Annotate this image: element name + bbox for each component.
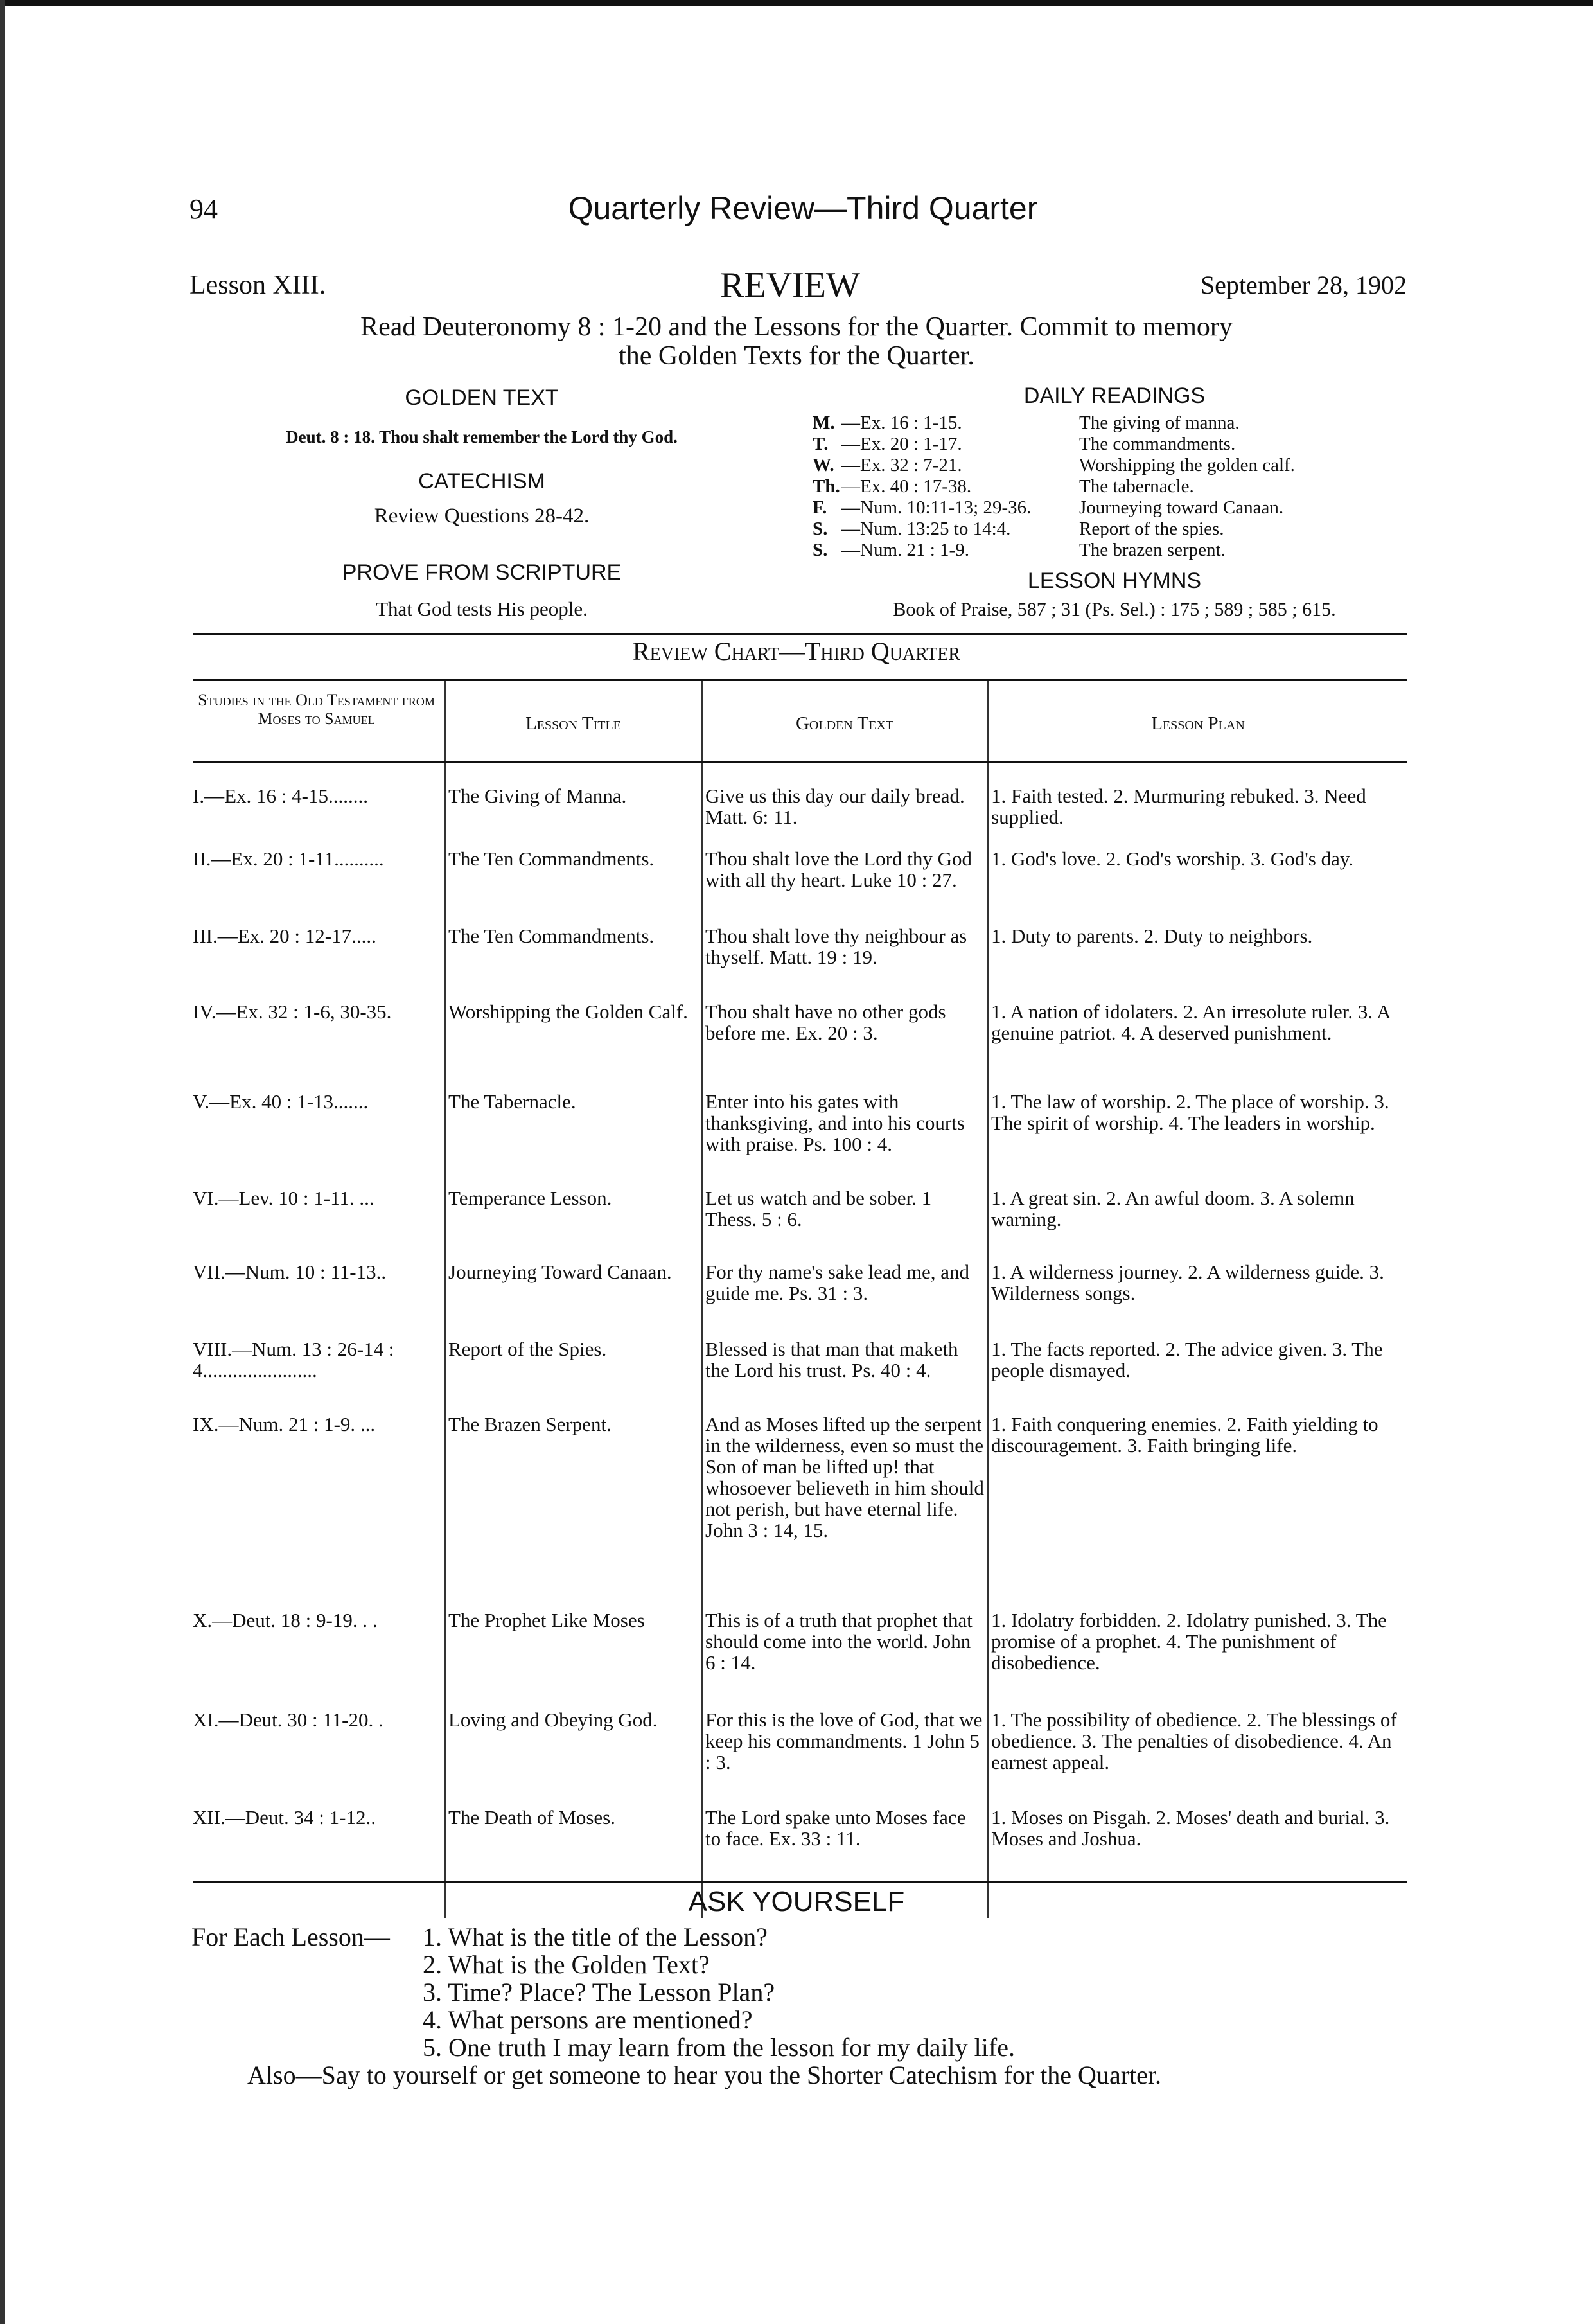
chart-title: Review Chart—Third Quarter (632, 637, 961, 666)
lesson-title-cell: The Ten Commandments. (448, 847, 655, 870)
reading-day: M. (813, 412, 835, 433)
reading-topic: The brazen serpent. (1079, 540, 1226, 560)
golden-text-cell: Give us this day our daily bread. Matt. 6: 11. (705, 785, 965, 828)
lesson-title-cell: Loving and Obeying God. (448, 1708, 658, 1731)
lesson-plan-cell: 1. A great sin. 2. An awful doom. 3. A solemn warning. (991, 1187, 1355, 1230)
reading-ref: —Ex. 40 : 17-38. (841, 476, 972, 497)
lesson-ref: XI.—Deut. 30 : 11-20. . (193, 1708, 383, 1731)
reading-row (813, 476, 1295, 497)
ask-question: 3. Time? Place? The Lesson Plan? (423, 1978, 775, 2007)
golden-text: Deut. 8 : 18. Thou shalt remember the Lord thy God. (286, 427, 678, 447)
golden-text-cell: Enter into his gates with thanksgiving, and into his courts with praise. Ps. 100 : 4. (705, 1090, 965, 1155)
reading-row (813, 540, 1295, 561)
lesson-plan-cell: 1. Faith conquering enemies. 2. Faith yielding to discouragement. 3. Faith bringing life. (991, 1413, 1378, 1457)
prove-heading: PROVE FROM SCRIPTURE (342, 560, 622, 585)
page-number: 94 (189, 193, 218, 225)
golden-text-heading: GOLDEN TEXT (405, 386, 559, 410)
golden-text-cell: Thou shalt love thy neighbour as thyself. Matt. 19 : 19. (705, 925, 967, 968)
golden-text-cell: Let us watch and be sober. 1 Thess. 5 : 6. (705, 1187, 932, 1230)
lesson-ref: I.—Ex. 16 : 4-15........ (193, 785, 368, 807)
lesson-ref: V.—Ex. 40 : 1-13....... (193, 1090, 369, 1113)
lesson-ref: VIII.—Num. 13 : 26-14 : 4....................... (193, 1338, 394, 1381)
ask-also-lead: Also— (247, 2061, 322, 2089)
lesson-ref: VI.—Lev. 10 : 1-11. ... (193, 1187, 374, 1209)
reading-ref: —Num. 13:25 to 14:4. (841, 519, 1011, 539)
daily-readings-heading: DAILY READINGS (1023, 384, 1206, 408)
lesson-ref: IX.—Num. 21 : 1-9. ... (193, 1413, 376, 1435)
hymns-heading: LESSON HYMNS (1027, 569, 1202, 593)
lesson-title-cell: Report of the Spies. (448, 1338, 607, 1360)
reading-ref: —Num. 10:11-13; 29-36. (841, 497, 1032, 518)
ask-question: 1. What is the title of the Lesson? (423, 1922, 768, 1951)
ask-heading: ASK YOURSELF (688, 1886, 905, 1917)
lesson-plan-cell: 1. The law of worship. 2. The place of worship. 3. The spirit of worship. 4. The leaders in worship. (991, 1090, 1389, 1134)
reading-topic: Worshipping the golden calf. (1079, 455, 1295, 475)
column-separator (444, 681, 446, 1918)
lesson-number: Lesson XIII. (189, 271, 326, 300)
reading-row (813, 497, 1295, 519)
column-separator (987, 681, 989, 1918)
golden-text-cell: For this is the love of God, that we keep his commandments. 1 John 5 : 3. (705, 1708, 983, 1773)
golden-text-cell: Blessed is that man that maketh the Lord his trust. Ps. 40 : 4. (705, 1338, 958, 1381)
running-title: Quarterly Review—Third Quarter (568, 190, 1038, 226)
lesson-title-cell: The Ten Commandments. (448, 925, 655, 947)
reading-row (813, 412, 1295, 434)
lesson-ref: IV.—Ex. 32 : 1-6, 30-35. (193, 1000, 392, 1023)
lesson-plan-cell: 1. Faith tested. 2. Murmuring rebuked. 3. Need supplied. (991, 785, 1366, 828)
prove-text: That God tests His people. (376, 598, 588, 620)
lesson-title-cell: Worshipping the Golden Calf. (448, 1000, 688, 1023)
lesson-plan-cell: 1. A wilderness journey. 2. A wilderness guide. 3. Wilderness songs. (991, 1261, 1384, 1304)
reading-day: S. (813, 540, 828, 560)
reading-day: W. (813, 455, 834, 475)
left-border (0, 0, 5, 2324)
golden-text-cell: Thou shalt love the Lord thy God with all thy heart. Luke 10 : 27. (705, 847, 972, 891)
lesson-title-cell: The Brazen Serpent. (448, 1413, 612, 1435)
lesson-title-cell: The Giving of Manna. (448, 785, 627, 807)
chart-header-bottom-rule (193, 761, 1407, 763)
ask-question: 4. What persons are mentioned? (423, 2005, 753, 2034)
catechism-text: Review Questions 28-42. (374, 504, 590, 528)
golden-text-cell: For thy name's sake lead me, and guide me. Ps. 31 : 3. (705, 1261, 970, 1304)
reading-day: Th. (813, 476, 840, 497)
lesson-title-cell: Journeying Toward Canaan. (448, 1261, 672, 1283)
lesson-title: REVIEW (720, 265, 860, 305)
catechism-heading: CATECHISM (418, 469, 545, 493)
lesson-ref: XII.—Deut. 34 : 1-12.. (193, 1806, 376, 1829)
hymns-text: Book of Praise, 587 ; 31 (Ps. Sel.) : 175 ; 589 ; 585 ; 615. (893, 599, 1336, 620)
lesson-plan-cell: 1. A nation of idolaters. 2. An irresolute ruler. 3. A genuine patriot. 4. A deserved punishment. (991, 1000, 1390, 1044)
golden-text-cell: And as Moses lifted up the serpent in the wilderness, even so must the Son of man be lifted up! that whosoever believeth in him should not perish, but have eternal life. John 3 : 14, 15. (705, 1413, 984, 1541)
reading-day: S. (813, 519, 828, 539)
reading-day: F. (813, 497, 827, 518)
lesson-ref: VII.—Num. 10 : 11-13.. (193, 1261, 387, 1283)
ask-question: 2. What is the Golden Text? (423, 1950, 710, 1979)
ask-question: 5. One truth I may learn from the lesson for my daily life. (423, 2033, 1015, 2062)
lesson-title-cell: The Prophet Like Moses (448, 1609, 645, 1631)
lesson-instruction-1: Read Deuteronomy 8 : 1-20 and the Lessons for the Quarter. Commit to memory (360, 312, 1233, 342)
lesson-title-cell: The Tabernacle. (448, 1090, 576, 1113)
ask-lead: For Each Lesson— (191, 1922, 390, 1951)
reading-ref: —Ex. 32 : 7-21. (841, 455, 962, 475)
chart-header-top-rule (193, 679, 1407, 681)
lesson-title-cell: The Death of Moses. (448, 1806, 615, 1829)
reading-topic: Journeying toward Canaan. (1079, 497, 1284, 518)
reading-ref: —Num. 21 : 1-9. (841, 540, 969, 560)
reading-row (813, 455, 1295, 476)
golden-text-cell: This is of a truth that prophet that should come into the world. John 6 : 14. (705, 1609, 973, 1674)
daily-readings-table (813, 412, 1295, 561)
top-border (0, 0, 1593, 6)
reading-ref: —Ex. 20 : 1-17. (841, 434, 962, 454)
reading-topic: The giving of manna. (1079, 412, 1240, 433)
ask-also-text: Say to yourself or get someone to hear you the Shorter Catechism for the Quarter. (321, 2061, 1161, 2089)
golden-text-cell: Thou shalt have no other gods before me. Ex. 20 : 3. (705, 1000, 946, 1044)
reading-row (813, 434, 1295, 455)
lesson-title-cell: Temperance Lesson. (448, 1187, 612, 1209)
chart-header-studies: Studies in the Old Testament from Moses to Samuel (198, 691, 435, 728)
lesson-date: September 28, 1902 (1200, 271, 1407, 299)
lesson-plan-cell: 1. God's love. 2. God's worship. 3. God's day. (991, 847, 1354, 870)
chart-bottom-rule (193, 1881, 1407, 1883)
lesson-ref: X.—Deut. 18 : 9-19. . . (193, 1609, 378, 1631)
ask-also (247, 2061, 1161, 2089)
chart-top-rule (193, 633, 1407, 635)
chart-header-golden: Golden Text (795, 713, 894, 734)
reading-day: T. (813, 434, 829, 454)
lesson-ref: II.—Ex. 20 : 1-11.......... (193, 847, 384, 870)
lesson-plan-cell: 1. Moses on Pisgah. 2. Moses' death and burial. 3. Moses and Joshua. (991, 1806, 1390, 1850)
golden-text-cell: The Lord spake unto Moses face to face. Ex. 33 : 11. (705, 1806, 966, 1850)
lesson-plan-cell: 1. The possibility of obedience. 2. The blessings of obedience. 3. The penalties of disobedience. 4. An earnest appeal. (991, 1708, 1397, 1773)
reading-ref: —Ex. 16 : 1-15. (841, 412, 962, 433)
column-separator (701, 681, 703, 1918)
lesson-instruction-2: the Golden Texts for the Quarter. (619, 341, 974, 371)
lesson-plan-cell: 1. Duty to parents. 2. Duty to neighbors. (991, 925, 1313, 947)
lesson-plan-cell: 1. The facts reported. 2. The advice given. 3. The people dismayed. (991, 1338, 1383, 1381)
chart-header-plan: Lesson Plan (1151, 713, 1245, 734)
chart-header-title: Lesson Title (525, 713, 621, 734)
lesson-plan-cell: 1. Idolatry forbidden. 2. Idolatry punished. 3. The promise of a prophet. 4. The punishment of disobedience. (991, 1609, 1387, 1674)
lesson-ref: III.—Ex. 20 : 12-17..... (193, 925, 376, 947)
reading-row (813, 519, 1295, 540)
reading-topic: The commandments. (1079, 434, 1236, 454)
reading-topic: Report of the spies. (1079, 519, 1224, 539)
reading-topic: The tabernacle. (1079, 476, 1194, 497)
